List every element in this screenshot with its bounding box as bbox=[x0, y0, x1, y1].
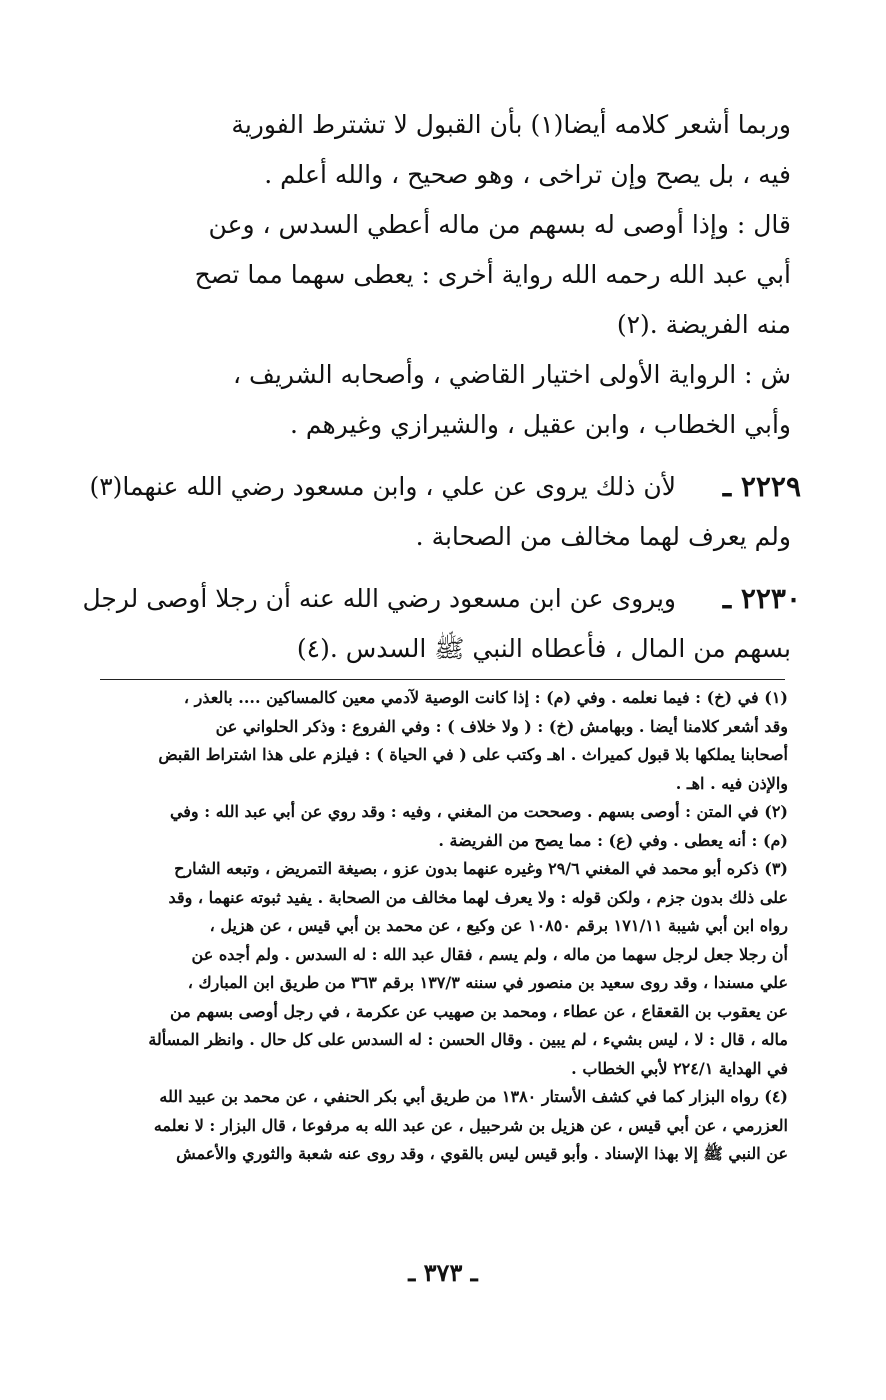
footnote-line: أن رجلا جعل لرجل سهما من ماله ، ولم يسم ، فقال عبد الله : له السدس . ولم أجده عن bbox=[191, 944, 788, 964]
footnote-divider bbox=[100, 679, 785, 680]
page-number: ـ ٣٧٣ ـ bbox=[408, 1258, 478, 1287]
footnote-line: على ذلك بدون جزم ، ولكن قوله : ولا يعرف لهما مخالف من الصحابة . يفيد ثبوته عنهما ، وقد bbox=[168, 887, 788, 907]
footnotes bbox=[96, 684, 788, 1169]
footnote-line: عن النبي ﷺ إلا بهذا الإسناد . وأبو قيس ليس بالقوي ، وقد روى عنه شعبة والثوري والأعمش bbox=[176, 1144, 788, 1163]
item-line: ولم يعرف لهما مخالف من الصحابة . bbox=[415, 522, 791, 551]
text-line: فيه ، بل يصح وإن تراخى ، وهو صحيح ، والله أعلم . bbox=[264, 160, 791, 189]
footnote-line: (١) في (خ) : فيما نعلمه . وفي (م) : إذا كانت الوصية لآدمي معين كالمساكين .... بالعذر ، bbox=[183, 688, 788, 707]
footnote-line: وقد أشعر كلامنا أيضا . وبهامش (خ) : ( ولا خلاف ) : وفي الفروع : وذكر الحلواني عن bbox=[215, 716, 788, 736]
text-line: وأبي الخطاب ، وابن عقيل ، والشيرازي وغيرهم . bbox=[289, 410, 791, 439]
footnote-line: (م) : أنه يعطى . وفي (ع) : مما يصح من الفريضة . bbox=[438, 830, 788, 850]
text-line: ش : الرواية الأولى اختيار القاضي ، وأصحابه الشريف ، bbox=[233, 360, 791, 389]
footnote-line: علي مسندا ، وقد روى سعيد بن منصور في سننه ١٣٧/٣ برقم ٣٦٣ من طريق ابن المبارك ، bbox=[187, 973, 788, 992]
numbered-item bbox=[82, 574, 801, 624]
item-line: بسهم من المال ، فأعطاه النبي ﷺ السدس .(٤) bbox=[296, 634, 791, 663]
footnote-line: في الهداية ٢٢٤/١ لأبي الخطاب . bbox=[571, 1058, 788, 1078]
spacer bbox=[91, 562, 791, 574]
item-line: ويروى عن ابن مسعود رضي الله عنه أن رجلا أوصى لرجل bbox=[82, 584, 676, 613]
footnote-line: والإذن فيه . اهـ . bbox=[675, 773, 788, 793]
footnote-line: (٢) في المتن : أوصى بسهم . وصححت من المغني ، وفيه : وقد روي عن أبي عبد الله : وفي bbox=[169, 802, 788, 821]
footnote-line: عن يعقوب بن القعقاع ، عن عطاء ، ومحمد بن صهيب عن عكرمة ، في رجل أوصى بسهم من bbox=[170, 1001, 788, 1021]
text-line: منه الفريضة .(٢) bbox=[616, 310, 791, 339]
main-text bbox=[82, 100, 801, 674]
footnote-line: ماله ، قال : لا ، ليس بشيء ، لم يبين . وقال الحسن : له السدس على كل حال . وانظر المسألة bbox=[148, 1030, 788, 1049]
footnote-line: (٤) رواه البزار كما في كشف الأستار ١٣٨٠ من طريق أبي بكر الحنفي ، عن محمد بن عبيد الله bbox=[159, 1087, 788, 1106]
item-number: ٢٢٣٠ ـ bbox=[722, 582, 801, 615]
spacer bbox=[91, 450, 791, 462]
item-line: لأن ذلك يروى عن علي ، وابن مسعود رضي الله عنهما(٣) bbox=[89, 472, 676, 501]
footnote-line: العزرمي ، عن أبي قيس ، عن هزيل بن شرحبيل ، عن عبد الله به مرفوعا ، قال البزار : لا نعلمه bbox=[153, 1115, 788, 1135]
footnote-line: أصحابنا يملكها بلا قبول كميراث . اهـ وكتب على ( في الحياة ) : فيلزم على هذا اشتراط القبض bbox=[158, 745, 788, 764]
footnote-line: رواه ابن أبي شيبة ١٧١/١١ برقم ١٠٨٥٠ عن وكيع ، عن محمد بن أبي قيس ، عن هزيل ، bbox=[209, 916, 788, 935]
text-line: قال : وإذا أوصى له بسهم من ماله أعطي السدس ، وعن bbox=[208, 210, 791, 239]
text-line: وربما أشعر كلامه أيضا(١) بأن القبول لا تشترط الفورية bbox=[231, 110, 791, 139]
text-line: أبي عبد الله رحمه الله رواية أخرى : يعطى سهما مما تصح bbox=[194, 260, 791, 289]
numbered-item bbox=[89, 462, 801, 512]
item-number: ٢٢٢٩ ـ bbox=[722, 470, 801, 503]
footnote-line: (٣) ذكره أبو محمد في المغني ٢٩/٦ وغيره عنهما بدون عزو ، بصيغة التمريض ، وتبعه الشارح bbox=[174, 859, 788, 878]
